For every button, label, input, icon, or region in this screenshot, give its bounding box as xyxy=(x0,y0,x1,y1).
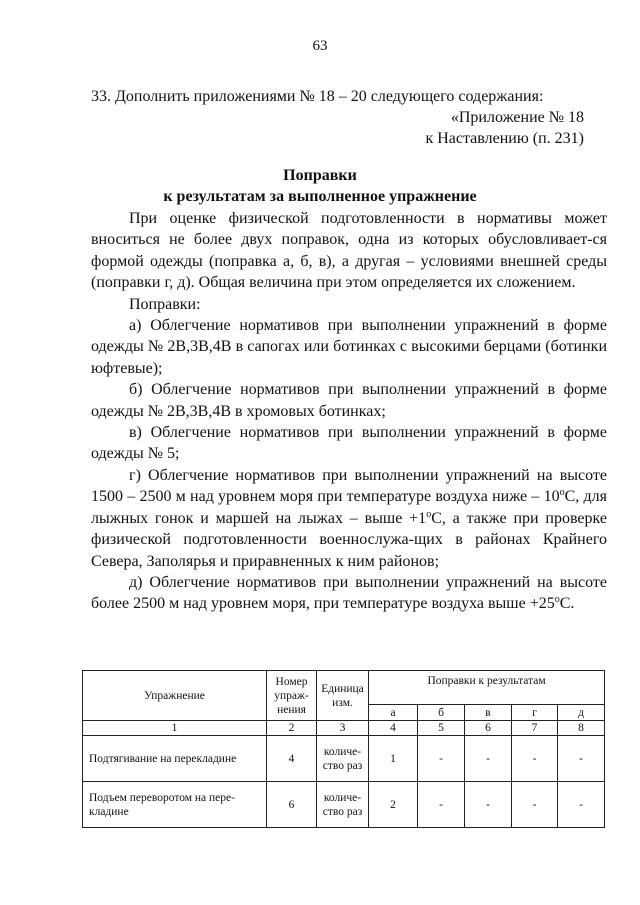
item-33-text: 33. Дополнить приложениями № 18 – 20 следующего содержания: xyxy=(91,88,544,105)
corrections-label: Поправки: xyxy=(129,295,201,313)
subheader-v: в xyxy=(465,705,512,721)
cell-value: 1 xyxy=(369,736,418,782)
body-text xyxy=(91,208,607,615)
cell-value: - xyxy=(512,782,558,828)
col-number: 2 xyxy=(267,721,317,736)
col-number: 8 xyxy=(558,721,605,736)
col-number: 4 xyxy=(369,721,418,736)
col-number: 3 xyxy=(317,721,369,736)
cell-unit: количе-ство раз xyxy=(317,736,369,782)
column-number-row xyxy=(83,721,605,736)
cell-value: 2 xyxy=(369,782,418,828)
cell-exercise: Подъем переворотом на пере-кладине xyxy=(83,782,267,828)
header-unit: Единица изм. xyxy=(317,671,369,721)
subheader-b: б xyxy=(418,705,465,721)
cell-value: - xyxy=(465,736,512,782)
correction-a: а) Облегчение нормативов при выполнении упражнений в форме одежды № 2В,3В,4В в сапогах или ботинках с высокими берцами (ботинки юфтевые); xyxy=(91,317,607,377)
table-row xyxy=(83,782,605,828)
subheader-d: д xyxy=(558,705,605,721)
intro-paragraph: При оценке физической подготовленности в нормативы может вноситься не более двух поправок, одна из которых обусловливает-ся формой одежды (поправка а, б, в), а другая – условиями внешней среды (поправки г, д). Общая величина при этом определяется их сложением. xyxy=(91,210,607,292)
col-number: 7 xyxy=(512,721,558,736)
section-subtitle: к результатам за выполненное упражнение xyxy=(163,188,477,205)
header-corrections: Поправки к результатам xyxy=(369,671,605,705)
section-title: Поправки xyxy=(283,167,357,184)
appendix-title: «Приложение № 18 xyxy=(450,109,584,126)
page-number: 63 xyxy=(312,38,328,54)
cell-unit: количе-ство раз xyxy=(317,782,369,828)
correction-v: в) Облегчение нормативов при выполнении упражнений в форме одежды № 5; xyxy=(91,424,607,463)
header-number: Номер упраж-нения xyxy=(267,671,317,721)
cell-number: 6 xyxy=(267,782,317,828)
col-number: 6 xyxy=(465,721,512,736)
cell-exercise: Подтягивание на перекладине xyxy=(83,736,267,782)
cell-value: - xyxy=(418,736,465,782)
header-exercise: Упражнение xyxy=(83,671,267,721)
appendix-reference: к Наставлению (п. 231) xyxy=(425,130,584,147)
correction-b: б) Облегчение нормативов при выполнении упражнений в форме одежды № 2В,3В,4В в хромовых ботинках; xyxy=(91,381,607,420)
cell-value: - xyxy=(418,782,465,828)
cell-value: - xyxy=(512,736,558,782)
cell-value: - xyxy=(558,782,605,828)
cell-value: - xyxy=(558,736,605,782)
subheader-g: г xyxy=(512,705,558,721)
correction-d: д) Облегчение нормативов при выполнении упражнений на высоте более 2500 м над уровнем моря, при температуре воздуха выше $+25^оС$. xyxy=(91,573,607,613)
correction-g: г) Облегчение нормативов при выполнении упражнений на высоте 1500 – 2500 м над уровнем моря при температуре воздуха ниже – $10^оС$, для лыжных гонок и маршей на лыжах – выше $+1^оС$, а также при проверке физической подготовленности военнослужа-щих в районах Крайнего Севера, Заполярья и приравненных к ним районов; xyxy=(91,466,608,570)
cell-value: - xyxy=(465,782,512,828)
col-number: 1 xyxy=(83,721,267,736)
cell-number: 4 xyxy=(267,736,317,782)
table-row xyxy=(83,736,605,782)
subheader-a: а xyxy=(369,705,418,721)
col-number: 5 xyxy=(418,721,465,736)
corrections-table xyxy=(82,670,605,828)
